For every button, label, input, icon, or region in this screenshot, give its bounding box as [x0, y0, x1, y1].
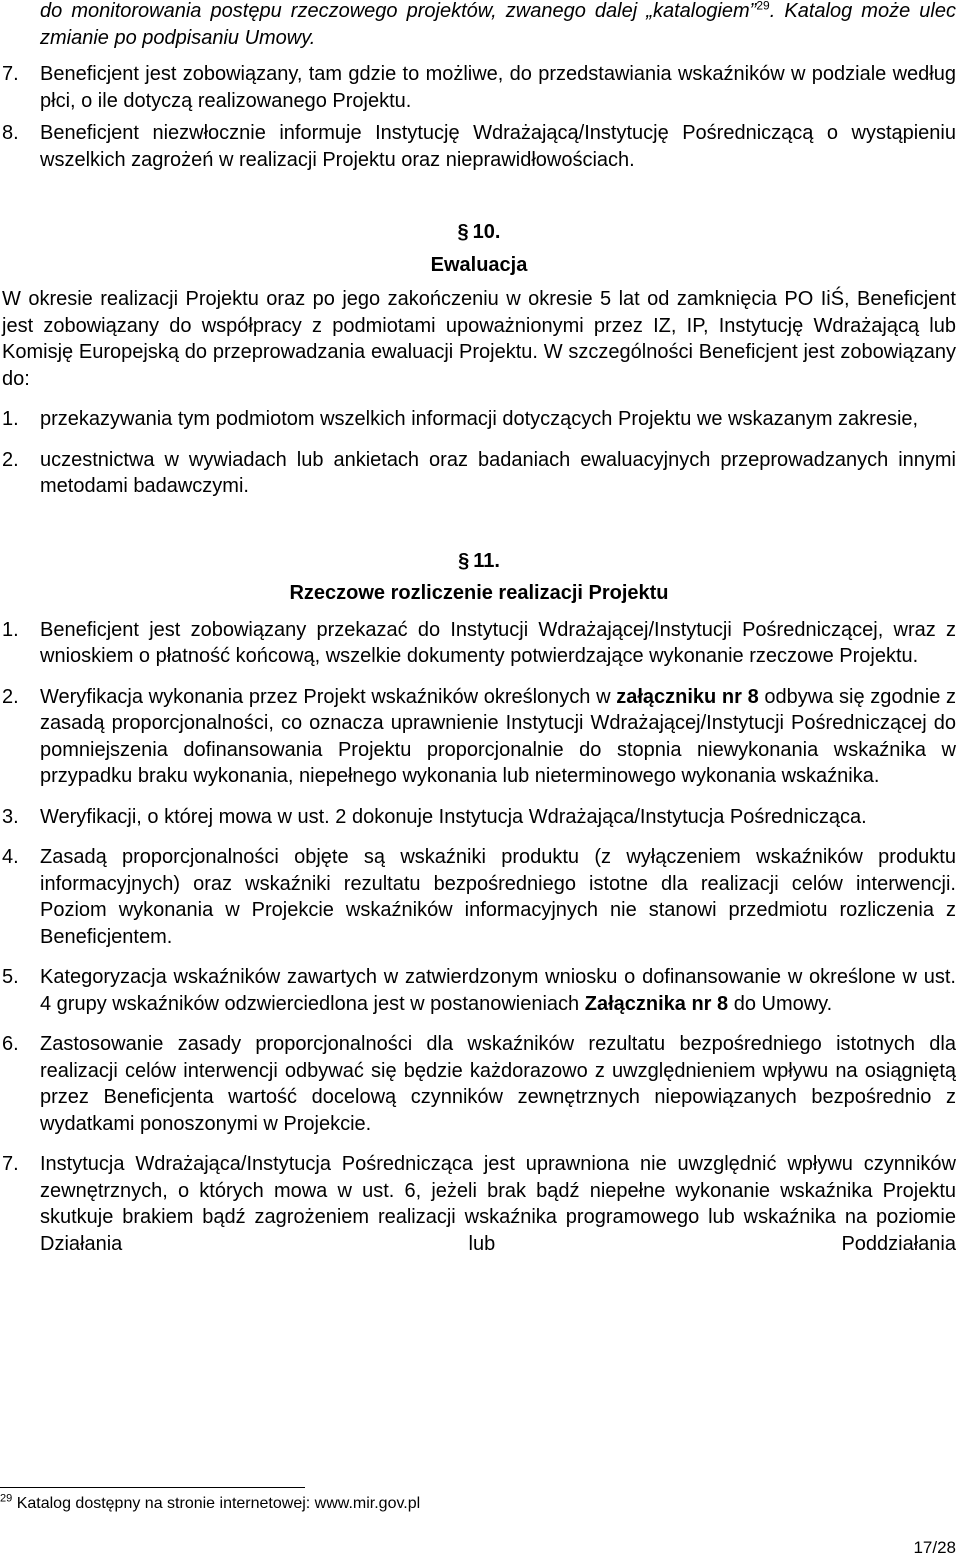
list-item-number: 7.: [2, 1153, 19, 1175]
footnote-number: 29: [0, 1492, 13, 1505]
list-item-number: 5.: [2, 966, 19, 988]
list-item-text: Beneficjent jest zobowiązany, tam gdzie to możliwe, do przedstawiania wskaźników w podziale według płci, o ile dotyczą realizowanego Projektu.: [40, 63, 956, 112]
footnote-separator: [0, 1487, 305, 1488]
list-item-text: Instytucja Wdrażająca/Instytucja Pośrednicząca jest uprawniona nie uwzględnić wpływu czynników zewnętrznych, o których mowa w ust. 6, jeżeli brak bądź niepełne wykonanie wskaźnika Projektu skutkuje brakiem bądź zagrożeniem realizacji wskaźnika programowego lub wskaźnika na poziomie Działania lub Poddziałania: [40, 1153, 956, 1255]
list-item: [2, 804, 956, 831]
attachment-reference: Załącznika nr 8: [584, 992, 729, 1015]
footnote: [0, 1494, 900, 1514]
list-item-text: [40, 964, 956, 1017]
list-item-text: Beneficjent jest zobowiązany przekazać do Instytucji Wdrażającej/Instytucji Pośredniczącej, wraz z wnioskiem o płatność końcową, wszelkie dokumenty potwierdzające wykonanie rzeczowe Projektu.: [40, 618, 956, 667]
intro-text-b: . Katalog może ulec zmianie po podpisaniu Umowy.: [40, 0, 956, 49]
list-item-number: 1.: [2, 618, 19, 641]
list-item-number: 6.: [2, 1033, 19, 1055]
page-number: 17/28: [913, 1538, 956, 1557]
list-item-text-a: Kategoryzacja wskaźników zawartych w zatwierdzonym wniosku o dofinansowanie w określone w ust. 4 grupy wskaźników odzwierciedlona jest w postanowieniach: [40, 966, 956, 1015]
attachment-reference: załączniku nr 8: [616, 685, 759, 708]
list-item: [2, 844, 956, 950]
section-symbol: §: [458, 549, 470, 572]
list-item: [2, 120, 956, 173]
list-item-text: Weryfikacji, o której mowa w ust. 2 dokonuje Instytucja Wdrażająca/Instytucja Pośrednicząca.: [40, 805, 867, 828]
list-item-text: [40, 684, 956, 790]
list-item-text: Zastosowanie zasady proporcjonalności dla wskaźników rezultatu bezpośredniego istotnych dla realizacji celów interwencji odbywać się będzie każdorazowo z uwzględnieniem wpływu na osiągniętą przez Beneficjenta wartość docelową czynników zewnętrznych niepowiązanych bezpośrednio z wydatkami ponoszonymi w Projekcie.: [40, 1033, 956, 1135]
intro-paragraph: [40, 0, 956, 51]
list-item-number: 1.: [2, 408, 19, 430]
list-item-text: Zasadą proporcjonalności objęte są wskaźniki produktu (z wyłączeniem wskaźników produktu informacyjnych) oraz wskaźniki rezultatu bezpośredniego istotne dla realizacji celów interwencji. Poziom wykonania w Projekcie wskaźników informacyjnych nie stanowi przedmiotu rozliczenia z Beneficjentem.: [40, 846, 956, 948]
page-content: [2, 0, 956, 1257]
section-11-title: Rzeczowe rozliczenie realizacji Projektu: [289, 582, 669, 604]
list-item: [2, 684, 956, 790]
list-item: [2, 964, 956, 1017]
list-item: [2, 406, 956, 433]
list-item-number: 2.: [2, 448, 19, 471]
list-item: [2, 447, 956, 500]
list-item: [2, 1151, 956, 1257]
section-number: 10.: [472, 221, 501, 243]
list-item-text-b: do Umowy.: [728, 992, 833, 1015]
section-symbol: §: [457, 221, 469, 243]
list-item: [2, 61, 956, 114]
list-item-number: 2.: [2, 685, 19, 708]
list-item: [2, 617, 956, 670]
list-item-number: 3.: [2, 805, 19, 828]
footnote-text: Katalog dostępny na stronie internetowej: www.mir.gov.pl: [16, 1495, 421, 1512]
section-11-number: [2, 548, 956, 575]
list-item-text: Beneficjent niezwłocznie informuje Instytucję Wdrażającą/Instytucję Pośredniczącą o wystąpieniu wszelkich zagrożeń w realizacji Projektu oraz nieprawidłowościach.: [40, 122, 956, 171]
list-item-number: 4.: [2, 846, 19, 868]
section-number: 11.: [473, 549, 500, 572]
list-item-number: 7.: [2, 63, 19, 85]
list-item-number: 8.: [2, 122, 19, 144]
section-10-number: [2, 219, 956, 246]
list-item: [2, 1031, 956, 1137]
intro-text-a: do monitorowania postępu rzeczowego projektów, zwanego dalej „katalogiem”: [40, 0, 757, 22]
section-10-intro: W okresie realizacji Projektu oraz po jego zakończeniu w okresie 5 lat od zamknięcia PO IiŚ, Beneficjent jest zobowiązany do współpracy z podmiotami upoważnionymi przez IZ, IP, Instytucję Wdrażającą lub Komisję Europejską do przeprowadzania ewaluacji Projektu. W szczególności Beneficjent jest zobowiązany do:: [2, 288, 956, 390]
section-10-title: Ewaluacja: [430, 253, 528, 276]
list-item-text-b: odbywa się zgodnie z zasadą proporcjonalności, co oznacza uprawnienie Instytucji Wdrażającej/Instytucji Pośredniczącej do pomniejszenia dofinansowania Projektu proporcjonalnie do stopnia niewykonania wskaźnika w przypadku braku wykonania, niepełnego wykonania lub nieterminowego wykonania wskaźnika.: [40, 685, 956, 787]
footnote-reference: 29: [756, 0, 770, 13]
list-item-text: uczestnictwa w wywiadach lub ankietach oraz badaniach ewaluacyjnych przeprowadzanych innymi metodami badawczymi.: [40, 448, 956, 497]
list-item-text-a: Weryfikacja wykonania przez Projekt wskaźników określonych w: [40, 685, 617, 708]
list-item-text: przekazywania tym podmiotom wszelkich informacji dotyczących Projektu we wskazanym zakresie,: [40, 408, 919, 430]
